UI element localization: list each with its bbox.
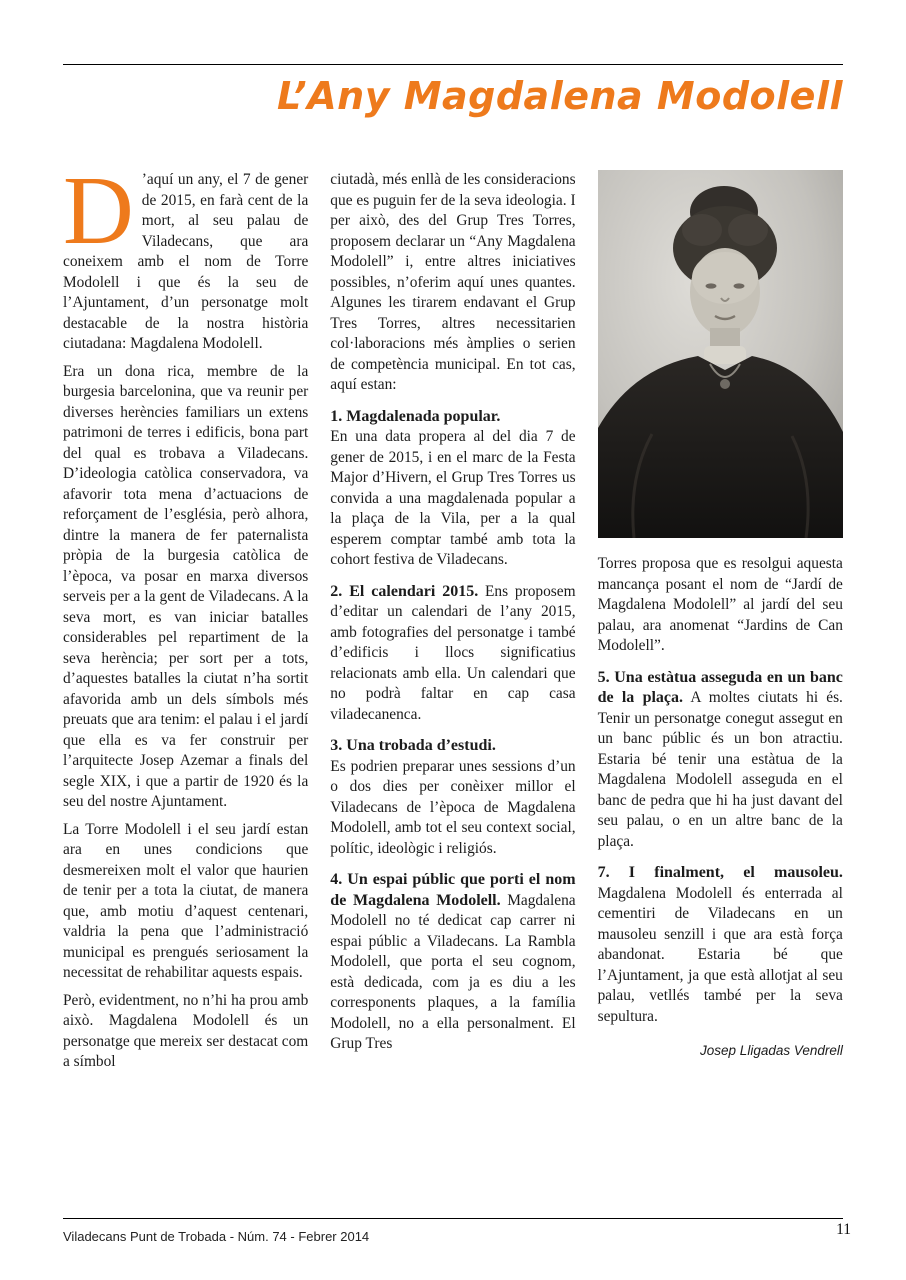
paragraph: ciutadà, més enllà de les consideracions que es puguin fer de la seva ideologia. I per això, des del Grup Tres Torres, proposem declarar un “Any Magdalena Modolell” i, entre altres iniciatives possibles, n’oferim aquí unes quantes. Algunes les tirarem endavant el Grup Tres Torres, altres necessitarien col·laboracions més àmplies o serien de competència municipal. En tot cas, aquí estan:	[330, 171, 576, 393]
lead-paragraph	[63, 157, 309, 355]
section-1-heading: 1. Magdalenada popular.	[330, 407, 501, 425]
section-2	[330, 582, 575, 726]
page-number: 11	[836, 1221, 851, 1238]
dropcap-letter: D	[63, 157, 134, 265]
paragraph: La Torre Modolell i el seu jardí estan ara en unes condicions que desmereixen molt el valor que haurien de tenir per a tota la ciutat, de manera que, amb motiu d’aquest centenari, valdria la pena que l’administració municipal es prengués seriosament la necessitat de rehabilitar aquests espais.	[63, 820, 309, 981]
portrait-photo-magdalena-modolell	[598, 170, 843, 538]
bottom-rule	[63, 1218, 843, 1219]
top-rule	[63, 64, 843, 65]
section-2-heading: 2. El calendari 2015.	[330, 582, 479, 600]
paragraph: Torres proposa que es resolgui aquesta mancança posant el nom de “Jardí de Magdalena Modolell” al jardí del seu palau, ara anomenat “Jardins de Can Modolell”.	[597, 555, 843, 654]
author-byline: Josep Lligadas Vendrell	[700, 1043, 843, 1058]
column-2	[330, 170, 575, 1080]
lead-text: ’aquí un any, el 7 de gener de 2015, en farà cent de la mort, al seu palau de Viladecans, que ara coneixem amb el nom de Torre Modolell i que és la seu de l’Ajuntament, d’un personatge molt destacable de la nostra història ciutadana: Magdalena Modolell.	[63, 171, 309, 352]
article-body	[63, 157, 843, 1080]
section-7-heading: 7. I finalment, el mausoleu.	[597, 864, 843, 881]
section-3-heading: 3. Una trobada d’estudi.	[330, 737, 496, 754]
section-3-body: Es podrien preparar unes sessions d’un o dos dies per conèixer millor el Viladecans de l’època de Magdalena Modolell, amb tot el seu context social, polític, ideològic i religiós.	[330, 757, 576, 857]
page-title: L’Any Magdalena Modolell	[277, 74, 843, 118]
section-5	[598, 668, 843, 853]
section-2-body: Ens proposem d’editar un calendari de l’any 2015, amb fotografies del personatge i també d’edificis i llocs significatius relacionats amb ella. Un calendari que no podrà faltar en cap casa viladecanenca.	[330, 582, 576, 723]
section-3	[330, 736, 575, 859]
column-3	[598, 170, 843, 1080]
section-4	[330, 870, 575, 1055]
column-1	[63, 157, 309, 1080]
section-5-body: A moltes ciutats hi és. Tenir un personatge conegut assegut en un banc públic és un bon atractiu. Estaria bé tenir una estàtua de la Magdalena Modolell asseguda en el banc de pedra que hi ha just davant del seu palau, o en un altre banc de la plaça.	[597, 689, 843, 850]
portrait-illustration	[598, 170, 843, 538]
section-7	[598, 863, 843, 1027]
footer-publication-info: Viladecans Punt de Trobada - Núm. 74 - Febrer 2014	[63, 1229, 370, 1244]
section-4-heading: 4. Un espai públic que porti el nom de Magdalena Modolell.	[330, 871, 576, 909]
section-1	[330, 407, 575, 571]
paragraph: Era un dona rica, membre de la burgesia barcelonina, que va reunir per diverses herències familiars un extens patrimoni de terres i edificis, bona part del qual es trobava a Viladecans. D’ideologia catòlica conservadora, va afavorir tota mena d’actuacions de reforçament de l’església, però alhora, dintre la manera de fer paternalista pròpia de la burgesia catòlica de l’època, va posar en marxa diversos serveis per a la gent de Viladecans. A la seva mort, es van iniciar batalles considerables pel repartiment de la seva herència; per sort per a tots, d’aquestes batalles la ciutat n’ha sortit afavorida amb un dels símbols més preuats que ara tenim: el palau i el jardí que ella es va fer construir per l’arquitecte Josep Azemar a finals del segle XIX, i que a partir de 1920 és la seu del nostre Ajuntament.	[63, 362, 309, 810]
section-5-heading: 5. Una estàtua asseguda en un banc de la plaça.	[597, 668, 843, 706]
section-1-body: En una data propera al del dia 7 de gener de 2015, i en el marc de la Festa Major d’Hivern, el Grup Tres Torres us convida a una magdalenada popular a la plaça de la Vila, per a la qual esperem comptar també amb tota la cohort festiva de Viladecans.	[330, 428, 576, 568]
section-7-body: Magdalena Modolell és enterrada al cementiri de Viladecans en un mausoleu senzill i que ara està força abandonat. Estaria bé que l’Ajuntament, ja que està allotjat al seu palau, vetllés també per la seva sepultura.	[597, 884, 843, 1025]
section-4-body: Magdalena Modolell no té dedicat cap carrer ni espai públic a Viladecans. La Rambla Modolell, que porta el seu cognom, està dedicada, com ja es diu a les corresponents plaques, a la família Modolell, no a ella personalment. El Grup Tres	[330, 891, 576, 1052]
paragraph: Però, evidentment, no n’hi ha prou amb això. Magdalena Modolell és un personatge que mereix ser destacat com a símbol	[63, 991, 309, 1070]
